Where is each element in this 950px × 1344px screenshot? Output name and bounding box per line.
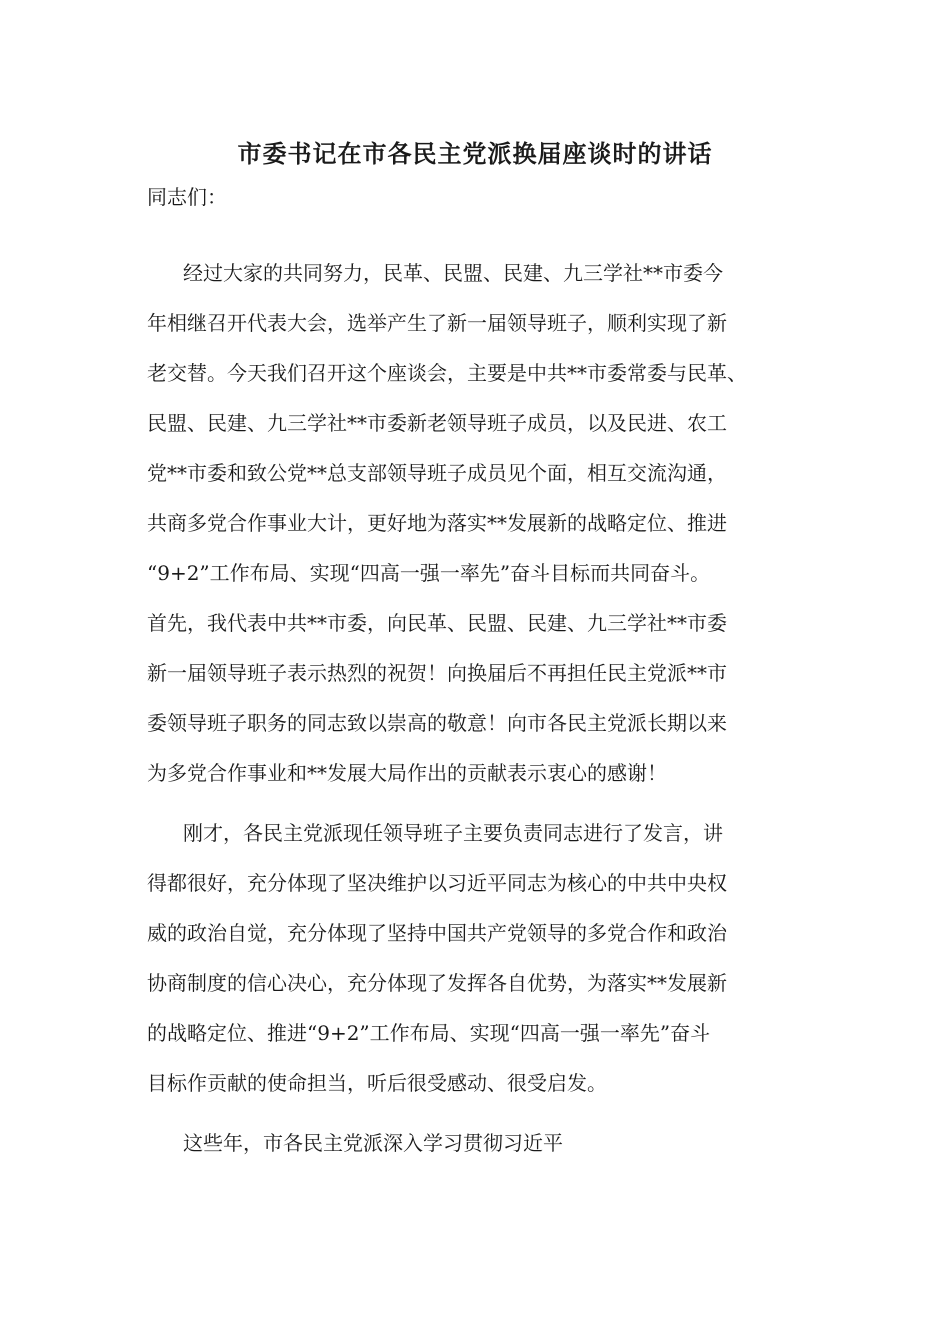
paragraph-line: 老交替。今天我们召开这个座谈会，主要是中共**市委常委与民革、	[147, 361, 747, 385]
paragraph-line: 民盟、民建、九三学社**市委新老领导班子成员，以及民进、农工	[147, 411, 727, 435]
paragraph-line: 为多党合作事业和**发展大局作出的贡献表示衷心的感谢！	[147, 761, 667, 785]
paragraph-line: 刚才，各民主党派现任领导班子主要负责同志进行了发言，讲	[183, 821, 723, 845]
paragraph-line: 共商多党合作事业大计，更好地为落实**发展新的战略定位、推进	[147, 511, 727, 535]
paragraph-line: 的战略定位、推进“9+2”工作布局、实现“四高一强一率先”奋斗	[147, 1021, 711, 1045]
paragraph-line: 威的政治自觉，充分体现了坚持中国共产党领导的多党合作和政治	[147, 921, 727, 945]
paragraph-line: 党**市委和致公党**总支部领导班子成员见个面，相互交流沟通，	[147, 461, 727, 485]
paragraph-line: 新一届领导班子表示热烈的祝贺！向换届后不再担任民主党派**市	[147, 661, 727, 685]
paragraph-line: 得都很好，充分体现了坚决维护以习近平同志为核心的中共中央权	[147, 871, 727, 895]
paragraph-line: 首先，我代表中共**市委，向民革、民盟、民建、九三学社**市委	[147, 611, 727, 635]
paragraph-line: 委领导班子职务的同志致以崇高的敬意！向市各民主党派长期以来	[147, 711, 727, 735]
paragraph-line: 年相继召开代表大会，选举产生了新一届领导班子，顺利实现了新	[147, 311, 727, 335]
paragraph-line: 协商制度的信心决心，充分体现了发挥各自优势，为落实**发展新	[147, 971, 727, 995]
document-title: 市委书记在市各民主党派换届座谈时的讲话	[237, 139, 713, 168]
paragraph-line: 这些年，市各民主党派深入学习贯彻习近平	[183, 1131, 563, 1155]
paragraph-line: 经过大家的共同努力，民革、民盟、民建、九三学社**市委今	[183, 261, 723, 285]
salutation: 同志们：	[147, 185, 227, 209]
paragraph-line: “9+2”工作布局、实现“四高一强一率先”奋斗目标而共同奋斗。	[147, 561, 711, 585]
paragraph-line: 目标作贡献的使命担当，听后很受感动、很受启发。	[147, 1071, 607, 1095]
